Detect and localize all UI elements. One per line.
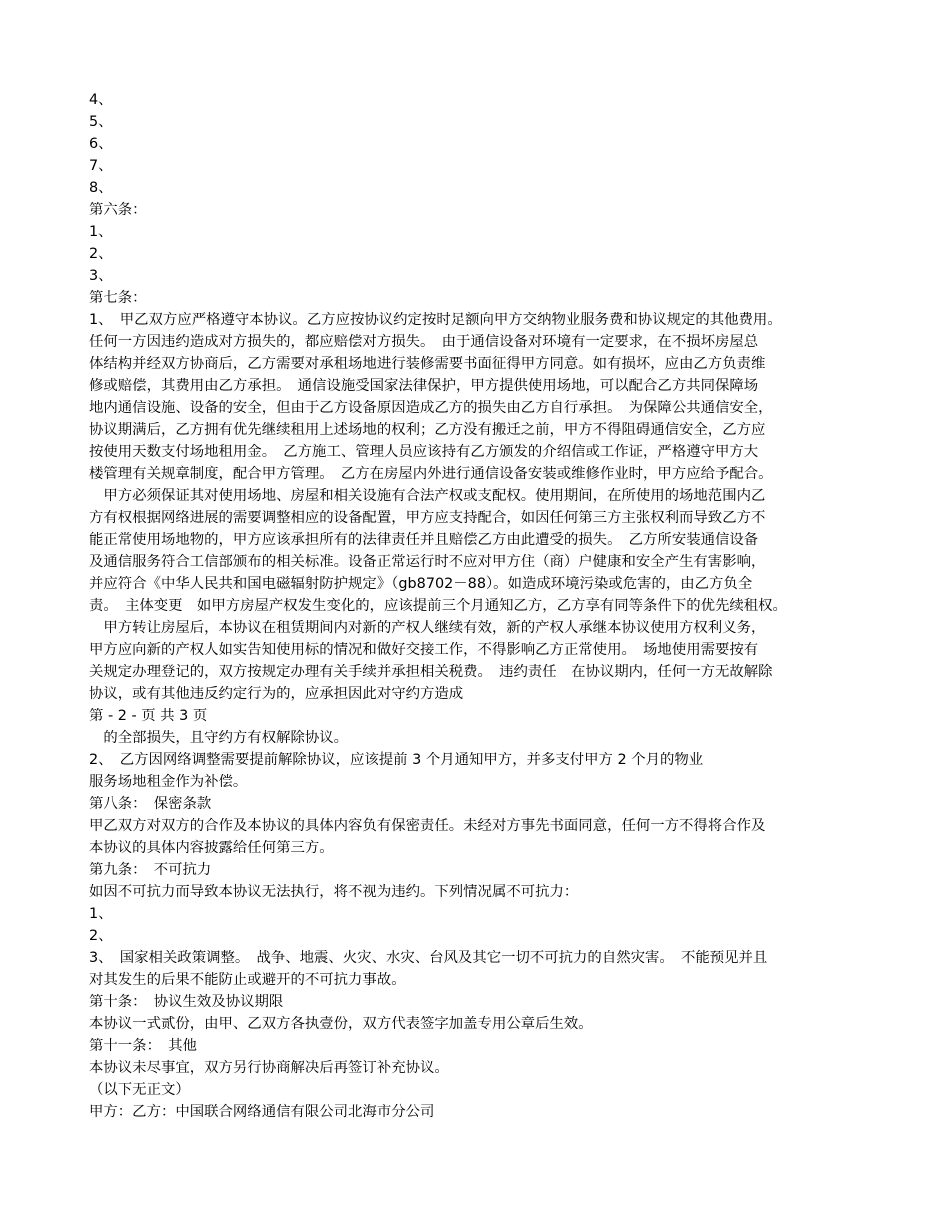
document-line: 第七条： [89,290,147,306]
document-line: 第十条： 协议生效及协议期限 [89,994,284,1010]
document-line: 第六条： [89,202,147,218]
document-line: 的全部损失，且守约方有权解除协议。 [89,730,349,746]
document-line: 第 - 2 - 页 共 3 页 [89,708,208,724]
document-line: （以下无正文） [89,1082,190,1098]
document-line: 甲方必须保证其对使用场地、房屋和相关设施有合法产权或支配权。使用期间，在所使用的场地范围内乙 [89,488,766,504]
document-line: 2、 [89,928,113,944]
document-line: 甲方：乙方：中国联合网络通信有限公司北海市分公司 [89,1104,435,1120]
document-line: 本协议一式贰份，由甲、乙双方各执壹份，双方代表签字加盖专用公章后生效。 [89,1016,593,1032]
document-line: 地内通信设施、设备的安全，但由于乙方设备原因造成乙方的损失由乙方自行承担。 为保障公共通信安全， [89,400,773,416]
document-line: 1、 甲乙双方应严格遵守本协议。乙方应按协议约定按时足额向甲方交纳物业服务费和协议规定的其他费用。 [89,312,782,328]
document-line: 楼管理有关规章制度，配合甲方管理。 乙方在房屋内外进行通信设备安装或维修作业时，甲方应给予配合。 [89,466,773,482]
document-line: 本协议的具体内容披露给任何第三方。 [89,840,334,856]
document-line: 本协议未尽事宜，双方另行协商解决后再签订补充协议。 [89,1060,449,1076]
document-line: 如因不可抗力而导致本协议无法执行，将不视为违约。下列情况属不可抗力： [89,884,579,900]
document-line: 任何一方因违约造成对方损失的，都应赔偿对方损失。 由于通信设备对环境有一定要求，在不损坏房屋总 [89,334,759,350]
document-line: 体结构并经双方协商后，乙方需要对承租场地进行装修需要书面征得甲方同意。如有损坏，应由乙方负责维 [89,356,766,372]
document-line: 2、 乙方因网络调整需要提前解除协议，应该提前 3 个月通知甲方，并多支付甲方 2 个月的物业 [89,752,704,768]
document-line: 2、 [89,246,113,262]
document-line: 及通信服务符合工信部颁布的相关标准。设备正常运行时不应对甲方住（商）户健康和安全产生有害影响， [89,554,766,570]
document-line: 协议期满后，乙方拥有优先继续租用上述场地的权利；乙方没有搬迁之前，甲方不得阻碍通信安全，乙方应 [89,422,766,438]
document-line: 1、 [89,224,113,240]
document-line: 4、 [89,92,113,108]
document-line: 1、 [89,906,113,922]
document-line: 5、 [89,114,113,130]
document-line: 修或赔偿，其费用由乙方承担。 通信设施受国家法律保护，甲方提供使用场地，可以配合乙方共同保障场 [89,378,759,394]
document-line: 能正常使用场地物的，甲方应该承担所有的法律责任并且赔偿乙方由此遭受的损失。 乙方所安装通信设备 [89,532,759,548]
document-line: 甲方转让房屋后，本协议在租赁期间内对新的产权人继续有效，新的产权人承继本协议使用方权利义务， [89,620,766,636]
document-line: 并应符合《中华人民共和国电磁辐射防护规定》（gb8702－88）。如造成环境污染或危害的，由乙方负全 [89,576,753,592]
document-body [89,89,879,1123]
document-line: 关规定办理登记的，双方按规定办理有关手续并承担相关税费。 违约责任 在协议期内，任何一方无故解除 [89,664,773,680]
document-line: 第九条： 不可抗力 [89,862,212,878]
document-line: 第八条： 保密条款 [89,796,212,812]
document-line: 第十一条： 其他 [89,1038,197,1054]
document-line: 协议，或有其他违反约定行为的，应承担因此对守约方造成 [89,686,464,702]
document-line: 甲方应向新的产权人如实告知使用标的情况和做好交接工作，不得影响乙方正常使用。 场地使用需要按有 [89,642,759,658]
document-line: 6、 [89,136,113,152]
document-line: 责。 主体变更 如甲方房屋产权发生变化的，应该提前三个月通知乙方，乙方享有同等条件下的优先续租权。 [89,598,787,614]
document-line: 按使用天数支付场地租用金。 乙方施工、管理人员应该持有乙方颁发的介绍信或工作证，严格遵守甲方大 [89,444,759,460]
document-line: 7、 [89,158,113,174]
document-line: 服务场地租金作为补偿。 [89,774,248,790]
document-line: 方有权根据网络进展的需要调整相应的设备配置，甲方应支持配合，如因任何第三方主张权利而导致乙方不 [89,510,766,526]
document-line: 对其发生的后果不能防止或避开的不可抗力事故。 [89,972,406,988]
document-line: 3、 [89,268,113,284]
document-line: 8、 [89,180,113,196]
document-line: 3、 国家相关政策调整。 战争、地震、火灾、水灾、台风及其它一切不可抗力的自然灾害。 不能预见并且 [89,950,768,966]
document-line: 甲乙双方对双方的合作及本协议的具体内容负有保密责任。未经对方事先书面同意，任何一方不得将合作及 [89,818,766,834]
